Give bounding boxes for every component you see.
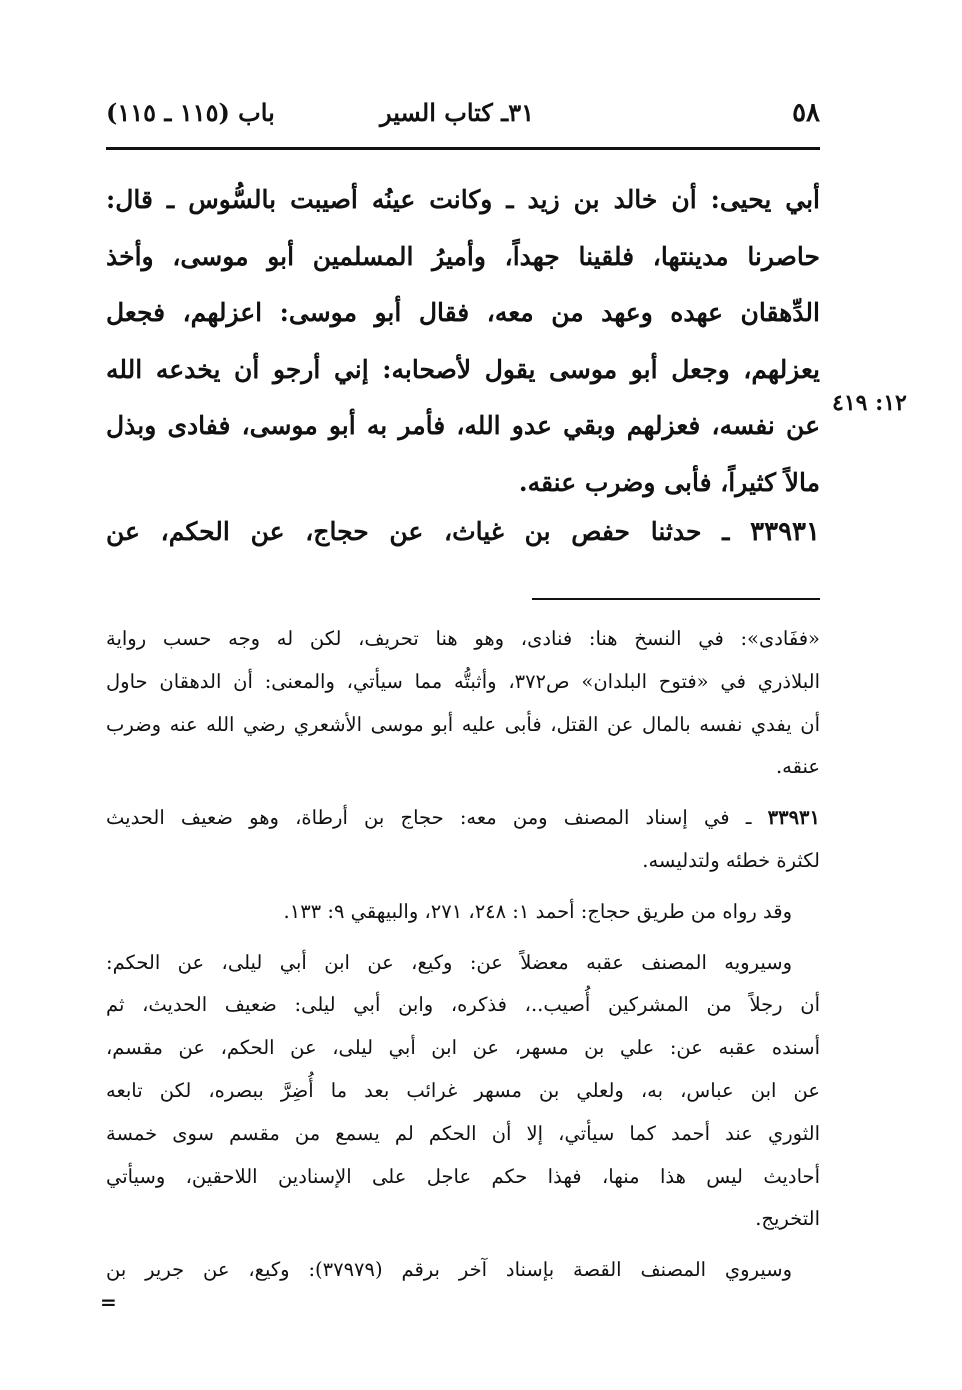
margin-reference: ١٢: ٤١٩ [832, 390, 907, 416]
footnote-line: أسنده عقبه عن: علي بن مسهر، عن ابن أبي ليلى، عن الحكم، عن مقسم، [106, 1036, 820, 1060]
continuation-mark: = [100, 1290, 117, 1314]
spacer [106, 883, 820, 891]
main-text-line: عن نفسه، فعزلهم وبقي عدو الله، فأمر به أبو موسى، ففادى وبذل [106, 411, 820, 440]
footnote-line: عنقه. [775, 755, 820, 779]
header-rule [106, 147, 820, 150]
spacer [106, 1241, 820, 1249]
footnote-line: التخريج. [755, 1207, 820, 1231]
footnote-rule [532, 598, 820, 600]
main-text-line: أبي يحيى: أن خالد بن زيد ـ وكانت عينُه أصيبت بالسُّوس ـ قال: [106, 185, 820, 214]
footnote-line: «ففَادى»: في النسخ هنا: فنادى، وهو هنا تحريف، لكن له وجه حسب رواية [106, 627, 820, 650]
hadith-text: ـ حدثنا حفص بن غياث، عن حجاج، عن الحكم، عن [106, 517, 730, 546]
footnote-line: الثوري عند أحمد كما سيأتي، إلا أن الحكم لم يسمع من مقسم سوى خمسة [106, 1121, 820, 1145]
footnote-text: ـ في إسناد المصنف ومن معه: حجاج بن أرطاة، وهو ضعيف الحديث [106, 806, 752, 830]
main-text-line: حاصرنا مدينتها، فلقينا جهداً، وأميرُ المسلمين أبو موسى، وأخذ [106, 241, 820, 271]
footnote-line: وسيروي المصنف القصة بإسناد آخر برقم (٣٧٩٧٩): وكيع، عن جرير بن [106, 1258, 793, 1282]
footnote-line: عن ابن عباس، به، ولعلي بن مسهر غرائب بعد ما أُضِرَّ ببصره، لكن تابعه [106, 1078, 820, 1102]
spacer [106, 789, 820, 797]
footnotes [106, 618, 820, 1292]
page-number: ٥٨ [792, 98, 820, 128]
main-text-line: الدِّهقان عهده وعهد من معه، فقال أبو موسى: اعزلهم، فجعل [106, 298, 820, 327]
main-text-line: مالاً كثيراً، فأبى وضرب عنقه. [518, 467, 820, 497]
main-text-line: يعزلهم، وجعل أبو موسى يقول لأصحابه: إني أرجو أن يخدعه الله [106, 354, 820, 384]
footnote-line: أحاديث ليس هذا منها، فهذا حكم عاجل على الإسنادين اللاحقين، وسيأتي [106, 1164, 820, 1188]
footnote-line: أن رجلاً من المشركين أُصيب..، فذكره، وابن أبي ليلى: ضعيف الحديث، ثم [106, 993, 820, 1017]
footnote-number: ٣٣٩٣١ [767, 806, 820, 830]
spacer [106, 934, 820, 942]
footnote-line: وسيرويه المصنف عقبه معضلاً عن: وكيع، عن ابن أبي ليلى، عن الحكم: [106, 950, 792, 974]
hadith-number: ٣٣٩٣١ [750, 517, 820, 547]
footnote-line: أن يفدي نفسه بالمال عن القتل، فأبى عليه أبو موسى الأشعري رضي الله عنه وضرب [106, 712, 820, 736]
hadith-entry [106, 504, 820, 560]
footnote-line: وقد رواه من طريق حجاج: أحمد ١: ٢٤٨، ٢٧١، والبيهقي ٩: ١٣٣. [283, 899, 792, 923]
chapter-title: باب (١١٥ ـ ١١٥) [106, 98, 275, 127]
footnote-line [106, 797, 820, 840]
footnote-line: لكثرة خطئه ولتدليسه. [642, 848, 820, 872]
page-header [106, 92, 820, 136]
footnote-line: البلاذري في «فتوح البلدان» ص٣٧٢، وأثبتُّه مما سيأتي، والمعنى: أن الدهقان حاول [106, 669, 820, 693]
book-title: ٣١ـ كتاب السير [380, 98, 534, 127]
main-text [106, 172, 820, 511]
